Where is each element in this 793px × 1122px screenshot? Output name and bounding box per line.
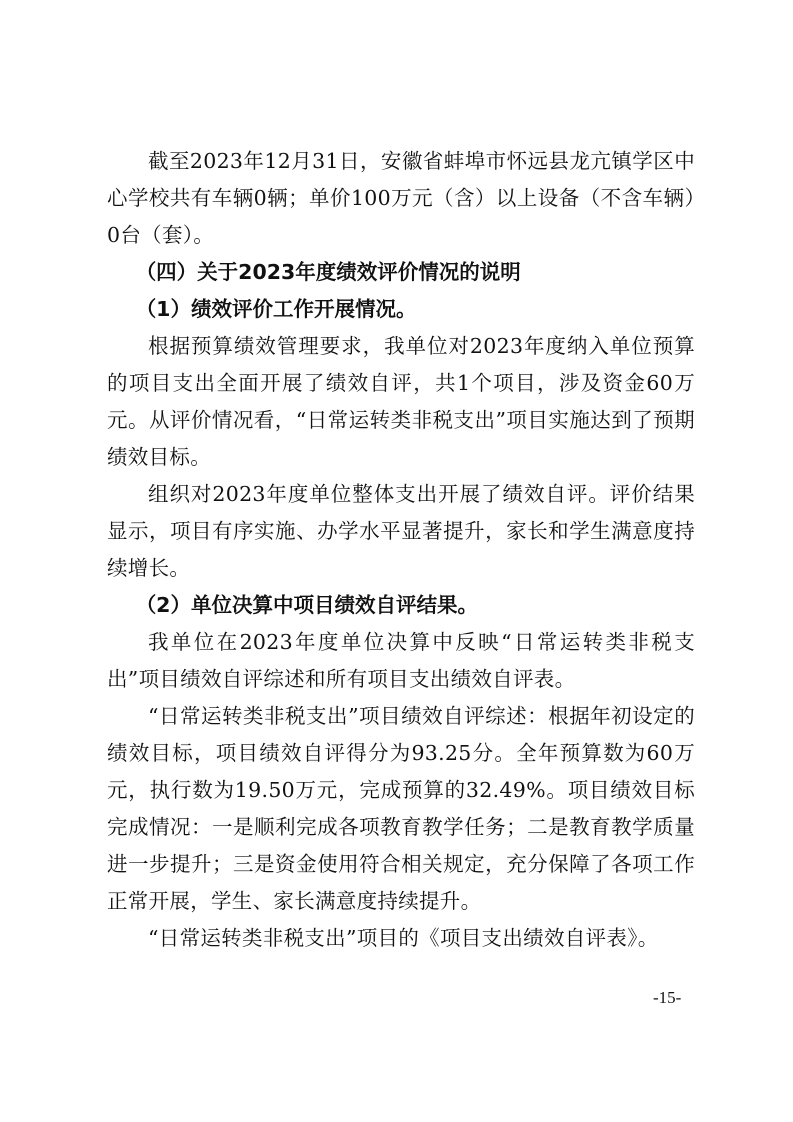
section-heading-performance-evaluation: （四）关于2023年度绩效评价情况的说明 [135,260,521,284]
document-body [107,143,695,957]
self-evaluation-paragraph: 根据预算绩效管理要求，我单位对2023年度纳入单位预算的项目支出全面开展了绩效自评，共1个项目，涉及资金60万元。从评价情况看，“日常运转类非税支出”项目实施达到了预期绩效目标。 [107,334,695,469]
subheading-evaluation-work: （1）绩效评价工作开展情况。 [135,297,417,321]
overall-expenditure-paragraph: 组织对2023年度单位整体支出开展了绩效自评。评价结果显示，项目有序实施、办学水平显著提升，家长和学生满意度持续增长。 [107,482,695,580]
vehicle-equipment-paragraph: 截至2023年12月31日，安徽省蚌埠市怀远县龙亢镇学区中心学校共有车辆0辆；单价100万元（含）以上设备（不含车辆）0台（套）。 [107,149,695,247]
self-evaluation-table-paragraph: “日常运转类非税支出”项目的《项目支出绩效自评表》。 [148,926,659,950]
final-accounts-paragraph: 我单位在2023年度单位决算中反映“日常运转类非税支出”项目绩效自评综述和所有项目支出绩效自评表。 [107,630,695,691]
page-number: -15- [653,988,682,1007]
subheading-project-results: （2）单位决算中项目绩效自评结果。 [135,593,478,617]
project-summary-paragraph: “日常运转类非税支出”项目绩效自评综述：根据年初设定的绩效目标，项目绩效自评得分为93.25分。全年预算数为60万元，执行数为19.50万元，完成预算的32.49%。项目绩效目标完成情况：一是顺利完成各项教育教学任务；二是教育教学质量进一步提升；三是资金使用符合相关规定，充分保障了各项工作正常开展，学生、家长满意度持续提升。 [107,704,695,913]
